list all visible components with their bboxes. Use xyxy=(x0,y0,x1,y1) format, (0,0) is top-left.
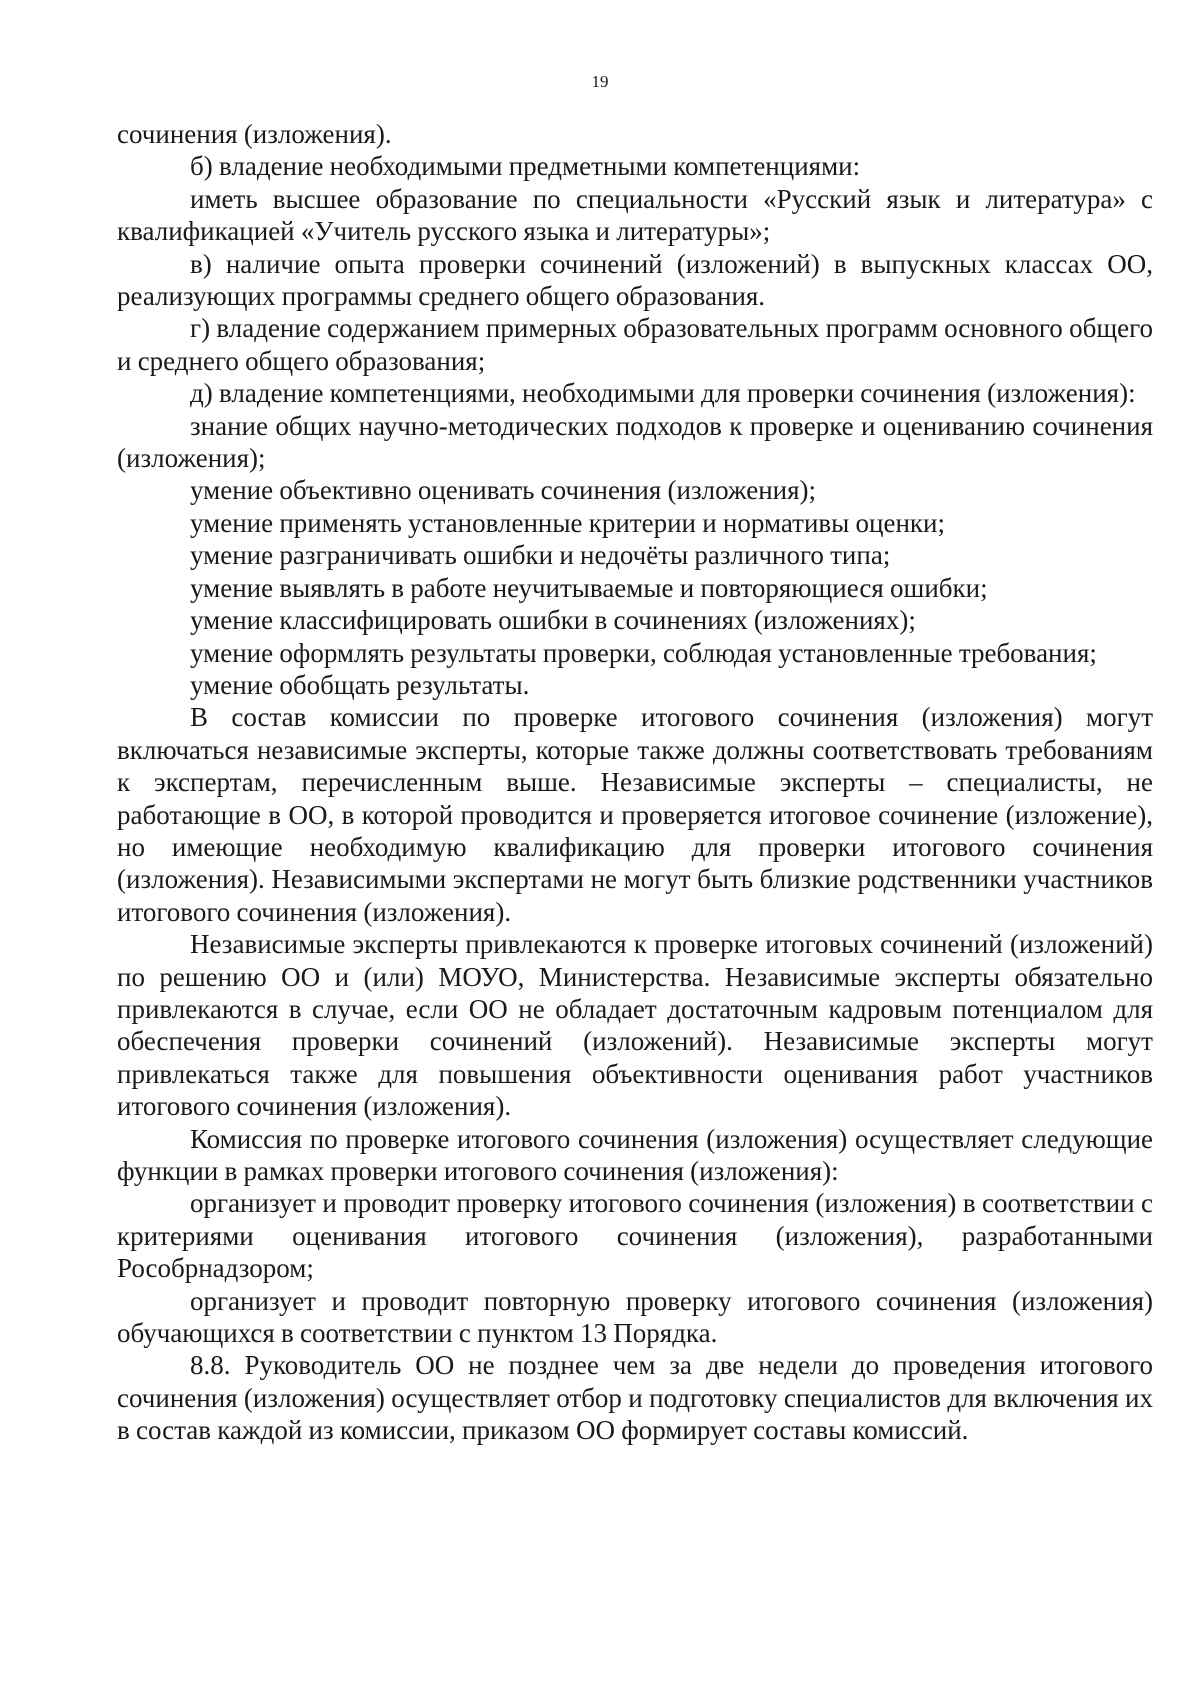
paragraph: умение применять установленные критерии и нормативы оценки; xyxy=(190,507,945,538)
paragraph: Независимые эксперты привлекаются к проверке итоговых сочинений (изложений) по решению ОО и (или) МОУО, Министерства. Независимые эксперты обязательно привлекаются в случае, если ОО не обладает достаточным кадровым потенциалом для обеспечения проверки сочинений (изложений). Независимые эксперты могут привлекаться также для повышения объективности оценивания работ участников итогового сочинения (изложения). xyxy=(117,929,1153,1122)
paragraph: г) владение содержанием примерных образовательных программ основного общего и среднего общего образования; xyxy=(117,313,1153,376)
paragraph: иметь высшее образование по специальности «Русский язык и литература» с квалификацией «Учитель русского языка и литературы»; xyxy=(117,183,1153,247)
paragraph: б) владение необходимыми предметными компетенциями: xyxy=(190,151,861,182)
paragraph: Комиссия по проверке итогового сочинения (изложения) осуществляет следующие функции в рамках проверки итогового сочинения (изложения): xyxy=(117,1123,1153,1186)
paragraph: умение классифицировать ошибки в сочинениях (изложениях); xyxy=(190,605,916,636)
paragraph: организует и проводит повторную проверку итогового сочинения (изложения) обучающихся в соответствии с пунктом 13 Порядка. xyxy=(117,1285,1153,1349)
page-number: 19 xyxy=(591,72,609,91)
paragraph: умение разграничивать ошибки и недочёты различного типа; xyxy=(190,540,891,571)
paragraph: умение обобщать результаты. xyxy=(190,669,530,700)
paragraph: д) владение компетенциями, необходимыми для проверки сочинения (изложения): xyxy=(190,378,1136,409)
paragraph: умение объективно оценивать сочинения (изложения); xyxy=(190,475,817,506)
paragraph: организует и проводит проверку итогового сочинения (изложения) в соответствии с критериями оценивания итогового сочинения (изложения), разработанными Рособрнадзором; xyxy=(117,1188,1153,1284)
paragraph: сочинения (изложения). xyxy=(117,119,392,149)
document-body xyxy=(117,118,1153,1447)
paragraph: знание общих научно-методических подходов к проверке и оцениванию сочинения (изложения); xyxy=(117,410,1153,474)
paragraph: В состав комиссии по проверке итогового сочинения (изложения) могут включаться независимые эксперты, которые также должны соответствовать требованиям к экспертам, перечисленным выше. Независимые эксперты – специалисты, не работающие в ОО, в которой проводится и проверяется итоговое сочинение (изложение), но имеющие необходимую квалификацию для проверки итогового сочинения (изложения). Независимыми экспертами не могут быть близкие родственники участников итогового сочинения (изложения). xyxy=(117,702,1153,927)
paragraph: в) наличие опыта проверки сочинений (изложений) в выпускных классах ОО, реализующих программы среднего общего образования. xyxy=(117,248,1153,312)
paragraph: умение оформлять результаты проверки, соблюдая установленные требования; xyxy=(190,637,1097,668)
paragraph: умение выявлять в работе неучитываемые и повторяющиеся ошибки; xyxy=(190,572,988,603)
paragraph: 8.8. Руководитель ОО не позднее чем за две недели до проведения итогового сочинения (изложения) осуществляет отбор и подготовку специалистов для включения их в состав каждой из комиссии, приказом ОО формирует составы комиссий. xyxy=(117,1350,1153,1446)
